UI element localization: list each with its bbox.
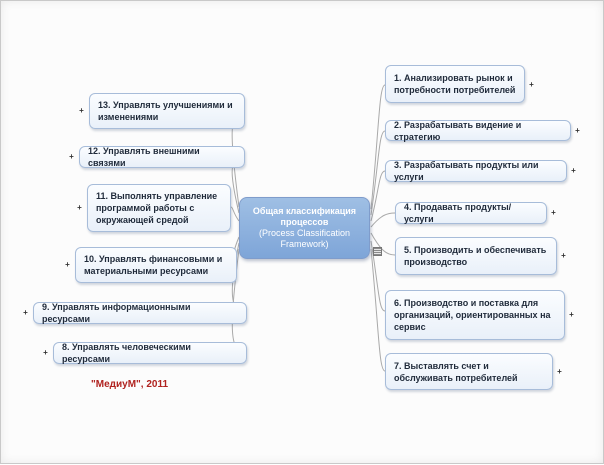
expand-icon[interactable]: + [557, 367, 562, 376]
note-icon[interactable] [373, 247, 382, 256]
topic-n12[interactable] [79, 146, 245, 168]
topic-label: 7. Выставлять счет и обслуживать потребителей [394, 360, 518, 383]
topic-n10[interactable] [75, 247, 237, 283]
topic-n4[interactable] [395, 202, 547, 224]
topic-label: 9. Управлять информационными ресурсами [42, 302, 191, 324]
expand-icon[interactable]: + [43, 348, 48, 357]
central-topic-subtitle: (Process Classification Framework) [258, 228, 351, 249]
topic-label: 8. Управлять человеческими ресурсами [62, 342, 191, 364]
topic-label: 12. Управлять внешними связями [88, 146, 200, 168]
topic-label: 5. Производить и обеспечивать производство [404, 245, 547, 267]
topic-label: 11. Выполнять управление программой работы с окружающей средой [96, 191, 218, 225]
expand-icon[interactable]: + [561, 251, 566, 260]
expand-icon[interactable]: + [571, 166, 576, 175]
topic-label: 1. Анализировать рынок и потребности потребителей [394, 73, 516, 95]
connector-n2 [371, 131, 385, 215]
topic-n13[interactable] [89, 93, 245, 129]
expand-icon[interactable]: + [69, 152, 74, 161]
expand-icon[interactable]: + [575, 126, 580, 135]
expand-icon[interactable]: + [23, 308, 28, 317]
topic-label: 10. Управлять финансовыми и материальными ресурсами [84, 254, 223, 276]
topic-label: 2. Разрабатывать видение и стратегию [394, 119, 522, 142]
credit-text: "МедиуМ", 2011 [91, 379, 169, 390]
topic-n11[interactable] [87, 184, 231, 232]
topic-n8[interactable] [53, 342, 247, 364]
topic-label: 3. Разрабатывать продукты или услуги [394, 160, 539, 182]
expand-icon[interactable]: + [65, 260, 70, 269]
topic-n5[interactable] [395, 237, 557, 275]
connector-n3 [371, 171, 385, 221]
topic-n1[interactable] [385, 65, 525, 103]
expand-icon[interactable]: + [79, 106, 84, 115]
central-topic[interactable] [239, 197, 370, 259]
topic-label: 13. Управлять улучшениями и изменениями [98, 100, 233, 122]
topic-n6[interactable] [385, 290, 565, 340]
topic-label: 6. Производство и поставка для организаций, ориентированных на сервис [394, 298, 551, 332]
connector-n4 [371, 213, 395, 227]
topic-n2[interactable] [385, 120, 571, 141]
expand-icon[interactable]: + [551, 208, 556, 217]
topic-n3[interactable] [385, 160, 567, 182]
topic-n9[interactable] [33, 302, 247, 324]
topic-label: 4. Продавать продукты/услуги [404, 202, 512, 224]
expand-icon[interactable]: + [569, 310, 574, 319]
central-topic-title: Общая классификация процессов [252, 206, 357, 227]
topic-n7[interactable] [385, 353, 553, 390]
expand-icon[interactable]: + [529, 80, 534, 89]
expand-icon[interactable]: + [77, 203, 82, 212]
